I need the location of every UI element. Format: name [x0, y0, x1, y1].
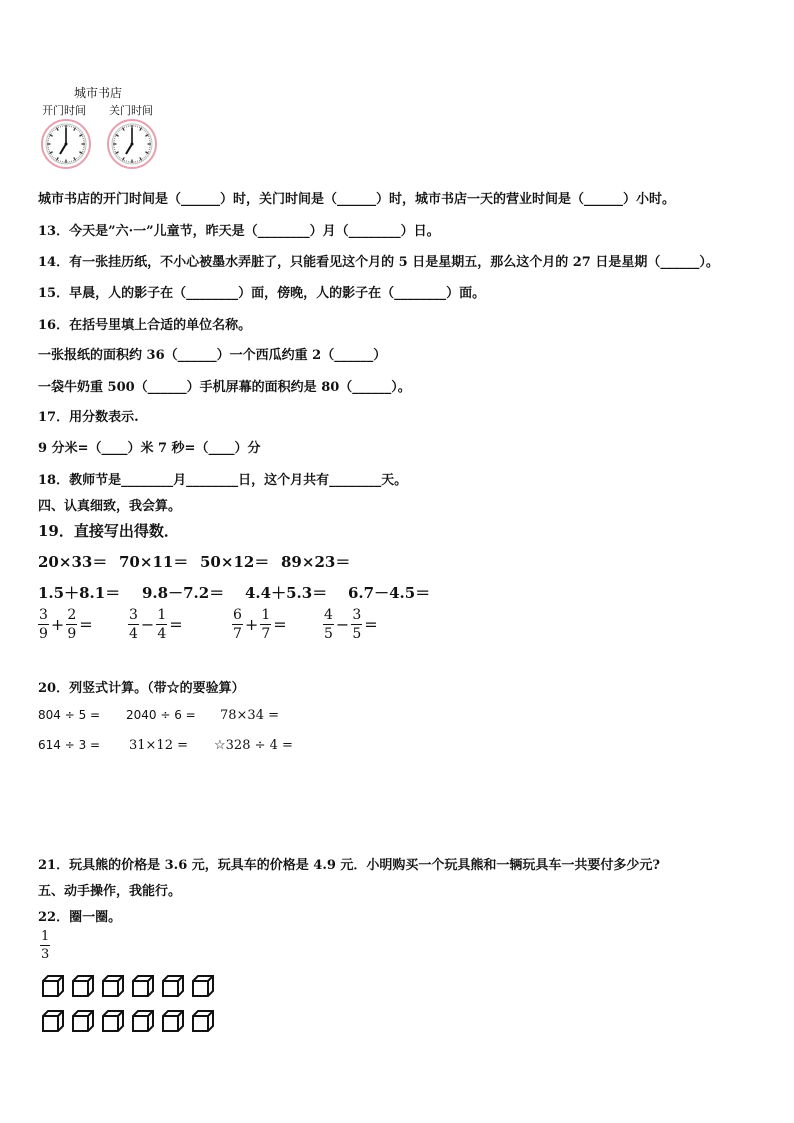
numerator: 4 — [324, 607, 333, 623]
cube-icon — [162, 1010, 192, 1036]
q20-r1-item: 78×34 = — [220, 708, 280, 723]
q22: 22．圈一圈。 — [38, 910, 122, 925]
q16: 16．在括号里填上合适的单位名称。 — [38, 318, 252, 333]
q19-r1-item: 70×11＝ — [119, 553, 189, 571]
denominator: 9 — [67, 626, 77, 642]
operator: + — [244, 615, 259, 634]
q19-r1-item: 50×12＝ — [200, 553, 270, 571]
q19-r2-item: 9.8－7.2＝ — [142, 584, 225, 602]
q19: 19．直接写出得数． — [38, 522, 179, 540]
section-5-heading: 五、动手操作，我能行。 — [38, 884, 182, 899]
q20-r1-item: 804 ÷ 5 = — [38, 708, 101, 722]
q20-r2-item: 614 ÷ 3 = — [38, 738, 101, 752]
q19-r1-item: 20×33＝ — [38, 553, 108, 571]
open-clock-icon — [41, 119, 91, 169]
q13: 13．今天是”六·一”儿童节，昨天是（________）月（________）日。 — [38, 224, 440, 239]
cube-icon — [162, 975, 192, 1001]
q17-line: 9 分米=（____）米 7 秒=（____）分 — [38, 441, 261, 456]
q16-line1: 一张报纸的面积约 36（______）一个西瓜约重 2（______） — [38, 348, 387, 363]
fraction — [66, 608, 77, 641]
equals-sign: = — [364, 615, 378, 634]
q16-line2: 一袋牛奶重 500（______）手机屏幕的面积约是 80（______）。 — [38, 380, 411, 395]
fraction-expression — [323, 608, 380, 641]
cube-row — [42, 975, 222, 1001]
fraction — [156, 608, 167, 641]
q21: 21．玩具熊的价格是 3.6 元，玩具车的价格是 4.9 元．小明购买一个玩具熊和一辆玩具车一共要付多少元? — [38, 858, 661, 873]
fraction — [40, 930, 50, 961]
operator: − — [140, 615, 155, 634]
denominator: 5 — [324, 626, 333, 642]
q17: 17．用分数表示. — [38, 410, 139, 425]
q18: 18．教师节是________月________日，这个月共有________天。 — [38, 473, 408, 488]
cube-icon — [132, 975, 162, 1001]
cube-icon — [132, 1010, 162, 1036]
q20: 20．列竖式计算。（带☆的要验算） — [38, 681, 245, 696]
equals-sign: = — [79, 615, 93, 634]
cube-icon — [72, 975, 102, 1001]
fraction — [38, 608, 49, 641]
q14: 14．有一张挂历纸，不小心被墨水弄脏了，只能看见这个月的 5 日是星期五，那么这个月的 27 日是星期（______）。 — [38, 255, 719, 270]
cube-grid — [42, 975, 222, 1045]
fraction — [232, 608, 243, 641]
denominator: 7 — [233, 626, 242, 642]
q19-r1-item: 89×23＝ — [281, 553, 351, 571]
fraction — [323, 608, 334, 641]
denominator: 9 — [39, 626, 48, 642]
numerator: 3 — [39, 607, 48, 623]
cube-row — [42, 1010, 222, 1036]
fraction-expression — [232, 608, 289, 641]
operator: + — [50, 615, 65, 634]
numerator: 3 — [129, 607, 138, 623]
cube-icon — [72, 1010, 102, 1036]
fraction — [128, 608, 139, 641]
denominator: 5 — [352, 626, 362, 642]
cube-icon — [42, 975, 72, 1001]
cube-icon — [42, 1010, 72, 1036]
q20-r2-item: ☆328 ÷ 4 = — [214, 738, 293, 753]
q15: 15．早晨，人的影子在（________）面，傍晚，人的影子在（________）面。 — [38, 286, 486, 301]
fraction — [351, 608, 362, 641]
fraction-expression — [128, 608, 185, 641]
q12-text: 城市书店的开门时间是（______）时，关门时间是（______）时，城市书店一天的营业时间是（______）小时。 — [38, 192, 676, 207]
cube-icon — [192, 1010, 222, 1036]
q20-r2-item: 31×12 = — [129, 738, 189, 753]
close-clock-icon — [107, 119, 157, 169]
numerator: 1 — [157, 607, 167, 623]
q22-fraction — [40, 930, 50, 961]
section-4-heading: 四、认真细致，我会算。 — [38, 499, 182, 514]
cube-icon — [102, 1010, 132, 1036]
numerator: 1 — [261, 607, 271, 623]
equals-sign: = — [273, 615, 287, 634]
cube-icon — [192, 975, 222, 1001]
close-time-label: 关门时间 — [109, 104, 153, 117]
fraction-expression — [38, 608, 95, 641]
denominator: 4 — [157, 626, 167, 642]
cube-icon — [102, 975, 132, 1001]
numerator: 3 — [352, 607, 362, 623]
equals-sign: = — [169, 615, 183, 634]
q19-r2-item: 4.4＋5.3＝ — [245, 584, 328, 602]
numerator: 6 — [233, 607, 242, 623]
operator: − — [335, 615, 350, 634]
open-time-label: 开门时间 — [42, 104, 86, 117]
numerator: 2 — [67, 607, 77, 623]
fraction — [260, 608, 271, 641]
q19-r2-item: 1.5＋8.1＝ — [38, 584, 121, 602]
q19-r2-item: 6.7－4.5＝ — [348, 584, 431, 602]
clock-title: 城市书店 — [74, 86, 123, 100]
denominator: 3 — [41, 947, 50, 962]
q20-r1-item: 2040 ÷ 6 = — [126, 708, 196, 722]
numerator: 1 — [41, 929, 50, 944]
denominator: 7 — [261, 626, 271, 642]
denominator: 4 — [129, 626, 138, 642]
